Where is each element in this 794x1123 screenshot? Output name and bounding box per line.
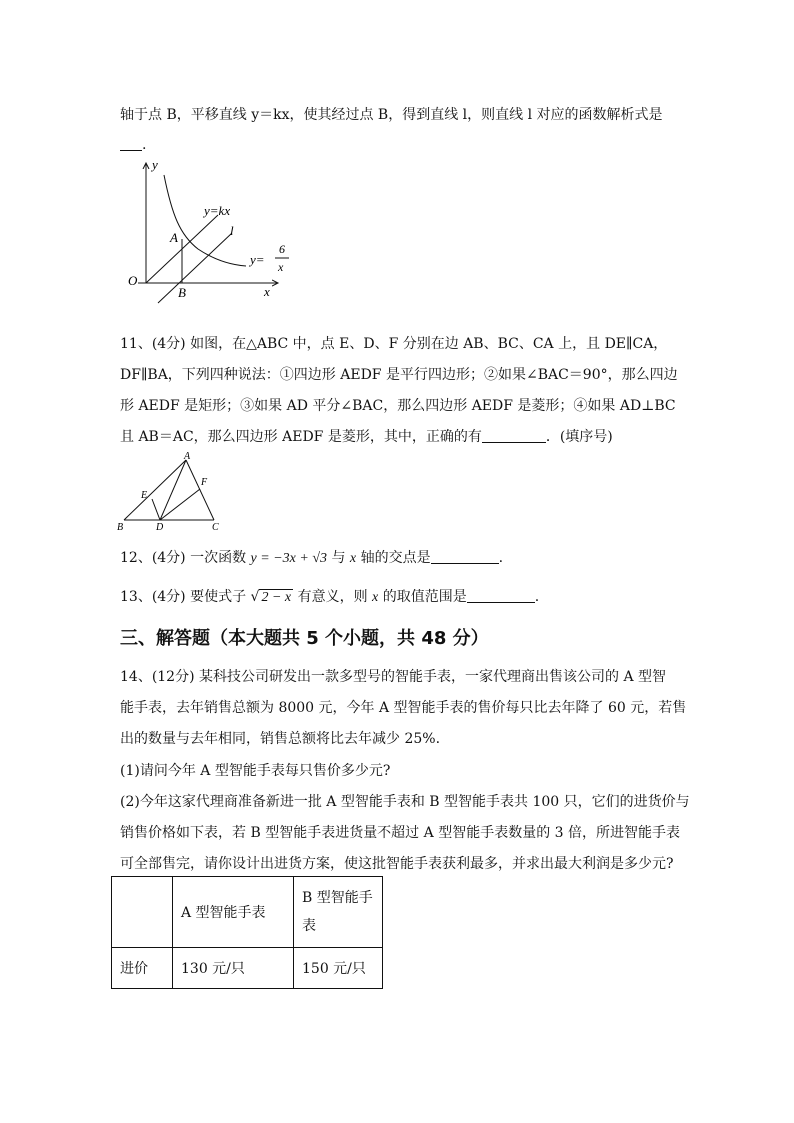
side-ab: [124, 460, 186, 520]
table-header-b-line1: B 型智能手: [302, 890, 373, 906]
q11-line4: [120, 426, 613, 446]
line-l-label: l: [230, 223, 234, 238]
table-header-blank: [112, 877, 173, 948]
q10-graph: [120, 155, 300, 305]
q10-line1: 轴于点 B，平移直线 y＝kx，使其经过点 B，得到直线 l，则直线 l 对应的函数解析式是: [120, 107, 663, 123]
q13-answer-blank: [467, 588, 535, 603]
vertex-e: E: [141, 490, 148, 501]
q14-part2-line3: 可全部售完，请你设计出进货方案，使这批智能手表获利最多，并求出最大利润是多少元?: [120, 856, 674, 872]
q14-line2: 能手表，去年销售总额为 8000 元，今年 A 型智能手表的售价每只比去年降了 60 元，若售: [120, 700, 687, 716]
q12-line: [120, 547, 503, 567]
sqrt-sign: √: [250, 589, 260, 605]
q10-answer-blank: [120, 136, 142, 151]
q10-line2: [120, 136, 146, 153]
q14-part2-line2: 销售价格如下表，若 B 型智能手表进货量不超过 A 型智能手表数量的 3 倍，所进智能手表: [120, 825, 681, 841]
x-axis-label: x: [264, 284, 270, 299]
q14-part1: (1)请问今年 A 型智能手表每只售价多少元?: [120, 763, 391, 779]
q13-suffix: 的取值范围是: [378, 589, 467, 605]
segment-df: [160, 489, 200, 520]
q11-line2: DF∥BA，下列四种说法：①四边形 AEDF 是平行四边形；②如果∠BAC＝90°，那么四边: [120, 367, 678, 383]
q14-line3: 出的数量与去年相同，销售总额将比去年减少 25%.: [120, 731, 441, 747]
origin-label: O: [128, 273, 138, 288]
q12-end: .: [498, 550, 504, 566]
q12-answer-blank: [431, 549, 499, 564]
q13-middle: 有意义，则: [293, 589, 373, 605]
vertex-d: D: [156, 522, 164, 532]
table-header-b-line2: 表: [302, 918, 316, 934]
row-b-value: 150 元/只: [294, 948, 383, 989]
q14-line1: 14、(12分) 某科技公司研发出一款多型号的智能手表，一家代理商出售该公司的 A 型智: [120, 669, 667, 685]
q12-suffix2: 轴的交点是: [356, 550, 431, 566]
side-ac: [186, 460, 214, 520]
vertex-f: F: [201, 477, 208, 488]
hyperbola-denominator: x: [278, 260, 284, 274]
q13-end: .: [534, 589, 540, 605]
table-row: [112, 948, 383, 989]
vertex-c: C: [212, 522, 219, 532]
q11-line4-text: 且 AB＝AC，那么四边形 AEDF 是菱形，其中，正确的有: [120, 429, 482, 445]
q12-formula: y = −3x + √3: [250, 551, 327, 566]
q12-x: x: [349, 551, 357, 566]
q11-answer-blank: [482, 428, 546, 443]
q11-line3: 形 AEDF 是矩形；③如果 AD 平分∠BAC，那么四边形 AEDF 是菱形；④如果 AD⊥BC: [120, 398, 676, 414]
y-axis-label: y: [152, 157, 158, 172]
price-table: [111, 876, 383, 989]
q13-radicand: 2 − x: [261, 590, 292, 605]
vertex-b: B: [117, 522, 124, 532]
table-header-a: A 型智能手表: [173, 877, 294, 948]
q10-line2-end: .: [142, 137, 147, 153]
q13-x: x: [372, 590, 379, 605]
q13-line: [120, 586, 539, 606]
line-kx-label: y=kx: [204, 203, 231, 218]
row-a-value: 130 元/只: [173, 948, 294, 989]
q12-suffix1: 与: [327, 550, 350, 566]
hyperbola-numerator: 6: [279, 242, 285, 256]
table-header-b: [294, 877, 383, 948]
q14-part2-line1: (2)今年这家代理商准备新进一批 A 型智能手表和 B 型智能手表共 100 只，它们的进货价与: [120, 794, 690, 810]
section-title: 三、解答题（本大题共 5 个小题，共 48 分）: [120, 628, 489, 649]
point-b-label: B: [178, 285, 186, 300]
table-header-row: [112, 877, 383, 948]
q13-prefix: 13、(4分) 要使式子: [120, 589, 251, 605]
point-a-label: A: [170, 230, 178, 245]
q11-line1: 11、(4分) 如图，在△ABC 中，点 E、D、F 分别在边 AB、BC、CA 上，且 DE∥CA，: [120, 336, 668, 352]
q12-prefix: 12、(4分) 一次函数: [120, 550, 251, 566]
segment-ed: [152, 499, 160, 520]
vertex-a: A: [184, 451, 191, 462]
segment-ad: [160, 460, 186, 520]
hyperbola-label: y=: [250, 252, 265, 267]
q11-figure: [114, 448, 226, 532]
hyperbola: [164, 175, 246, 266]
row-label: 进价: [112, 948, 173, 989]
q11-line4-end: ．(填序号): [545, 429, 613, 445]
